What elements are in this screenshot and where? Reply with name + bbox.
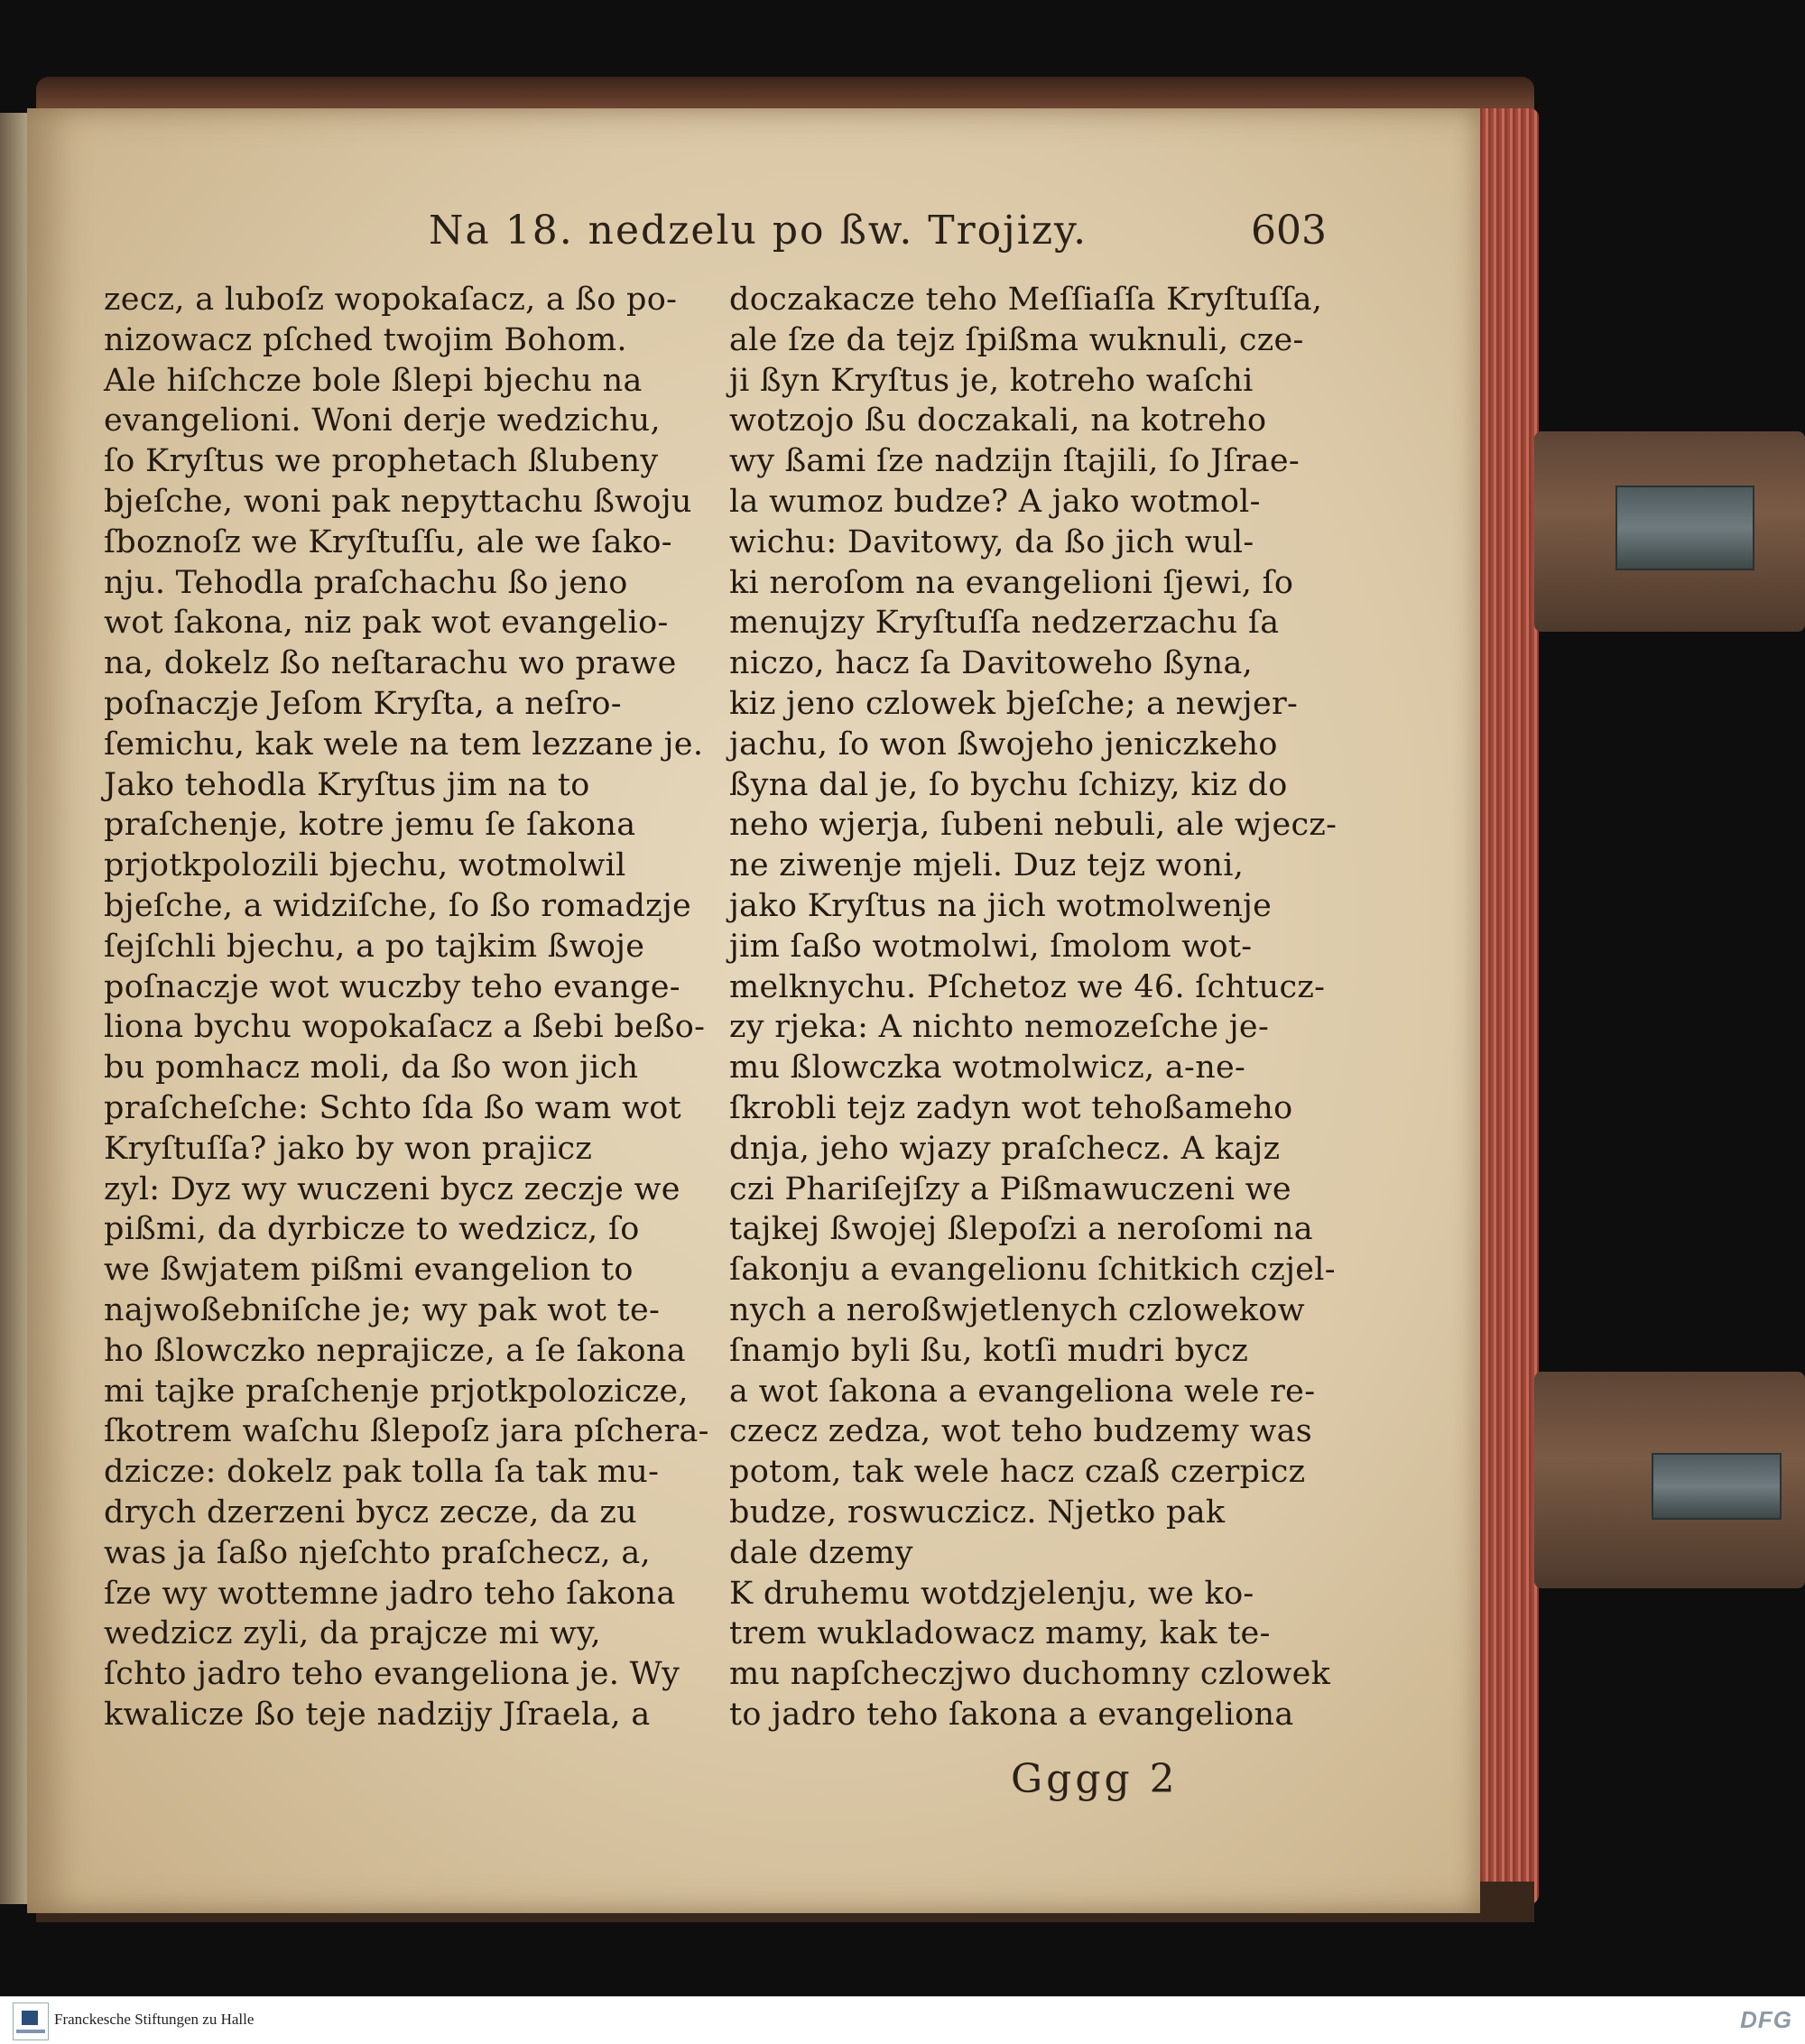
text-line: melknychu. Pſchetoz we 46. ſchtucz- (729, 968, 1326, 1005)
text-line: wichu: Davitowy, da ßo jich wul- (729, 523, 1254, 560)
text-line: czi Phariſejſzy a Pißmawuczeni we (729, 1170, 1291, 1207)
left-text-column (104, 280, 709, 1735)
text-line: ſakonju a evangelionu ſchitkich czjel- (729, 1252, 1336, 1289)
upper-clasp-plate (1615, 486, 1754, 570)
text-line: najwoßebniſche je; wy pak wot te- (104, 1291, 661, 1328)
lower-clasp (1534, 1372, 1805, 1588)
upper-clasp (1534, 431, 1805, 632)
text-line: trem wukladowacz mamy, kak te- (729, 1615, 1271, 1652)
text-line: bjeſche, a widziſche, ſo ßo romadzje (104, 887, 692, 924)
text-line: potom, tak wele hacz czaß czerpicz (729, 1454, 1306, 1491)
text-line: ale ſze da tejz ſpißma wuknuli, cze- (729, 321, 1304, 358)
text-line: poſnaczje Jeſom Kryſta, a neſro- (104, 685, 622, 722)
text-line: prjotkpolozili bjechu, wotmolwil (104, 847, 626, 884)
text-line: bu pomhacz moli, da ßo won jich (104, 1050, 639, 1087)
text-line: Kryſtuſſa? jako by won prajicz (104, 1130, 593, 1167)
text-line: tajkej ßwojej ßlepoſzi a neroſomi na (729, 1211, 1313, 1248)
text-line: mu napſcheczjwo duchomny czlowek (729, 1656, 1331, 1693)
text-line: evangelioni. Woni derje wedzichu, (104, 402, 661, 439)
text-line: liona bychu wopokaſacz a ßebi beßo- (104, 1009, 706, 1046)
dfg-logo: DFG (1740, 2006, 1792, 2033)
text-line: K druhemu wotdzjelenju, we ko- (729, 1575, 1254, 1612)
text-line: budze, roswuczicz. Njetko pak (729, 1494, 1226, 1531)
text-line: menujzy Kryſtuſſa nedzerzachu ſa (729, 605, 1280, 642)
printer-signature-mark: Gggg 2 (1011, 1756, 1179, 1802)
text-line: ſnamjo byli ßu, kotſi mudri bycz (729, 1332, 1249, 1369)
text-line: mi tajke praſchenje prjotkpolozicze, (104, 1373, 689, 1410)
text-line: jachu, ſo won ßwojeho jeniczkeho (729, 726, 1278, 763)
text-line: nych a neroßwjetlenych czlowekow (729, 1291, 1305, 1328)
text-line: Jako tehodla Kryſtus jim na to (104, 766, 590, 803)
text-line: ho ßlowczko neprajicze, a ſe ſakona (104, 1332, 686, 1369)
text-line: ne ziwenje mjeli. Duz tejz woni, (729, 847, 1245, 884)
text-line: neho wjerja, ſubeni nebuli, ale wjecz- (729, 807, 1338, 844)
footer-bar (0, 1996, 1805, 2044)
running-head-title: Na 18. nedzelu po ßw. Trojizy. (429, 208, 1088, 254)
text-line: niczo, hacz ſa Davitoweho ßyna, (729, 645, 1254, 682)
text-line: zy rjeka: A nichto nemozeſche je- (729, 1009, 1270, 1046)
text-line: ſejſchli bjechu, a po tajkim ßwoje (104, 928, 645, 965)
text-line: wotzojo ßu doczakali, na kotreho (729, 402, 1267, 439)
text-line: czecz zedza, wot teho budzemy was (729, 1413, 1313, 1450)
text-line: nizowacz pſched twojim Bohom. (104, 321, 627, 358)
text-line: bjeſche, woni pak nepyttachu ßwoju (104, 483, 692, 520)
text-line: praſchenje, kotre jemu ſe ſakona (104, 807, 636, 844)
text-line: poſnaczje wot wuczby teho evange- (104, 968, 680, 1005)
text-line: praſcheſche: Schto ſda ßo wam wot (104, 1089, 681, 1126)
text-line: Ale hiſchcze bole ßlepi bjechu na (104, 362, 643, 399)
text-line: drych dzerzeni bycz zecze, da zu (104, 1494, 637, 1531)
text-line: ſkrobli tejz zadyn wot tehoßameho (729, 1089, 1293, 1126)
text-line: wot ſakona, niz pak wot evangelio- (104, 605, 669, 642)
text-line: la wumoz budze? A jako wotmol- (729, 483, 1261, 520)
text-line: na, dokelz ßo neſtarachu wo prawe (104, 645, 677, 682)
text-line: mu ßlowczka wotmolwicz, a-ne- (729, 1050, 1246, 1087)
text-line: pißmi, da dyrbicze to wedzicz, ſo (104, 1211, 640, 1248)
text-line: to jadro teho ſakona a evangeliona (729, 1696, 1294, 1733)
text-line: was ja ſaßo njeſchto praſchecz, a, (104, 1534, 651, 1571)
text-line: zyl: Dyz wy wuczeni bycz zeczje we (104, 1170, 680, 1207)
text-line: ſemichu, kak wele na tem lezzane je. (104, 726, 704, 763)
institution-logo-icon[interactable] (13, 2002, 49, 2040)
text-line: kwalicze ßo teje nadzijy Jſraela, a (104, 1696, 651, 1733)
text-line: ſze wy wottemne jadro teho ſakona (104, 1575, 676, 1612)
text-line: jako Kryſtus na jich wotmolwenje (729, 887, 1273, 924)
text-line: we ßwjatem pißmi evangelion to (104, 1252, 634, 1289)
right-text-column (729, 280, 1338, 1735)
text-line: ſchto jadro teho evangeliona je. Wy (104, 1656, 680, 1693)
lower-clasp-plate (1652, 1453, 1782, 1520)
text-line: kiz jeno czlowek bjeſche; a newjer- (729, 685, 1299, 722)
running-head (379, 199, 1327, 262)
text-line: doczakacze teho Meſſiaſſa Kryſtuſſa, (729, 282, 1323, 318)
text-line: dnja, jeho wjazy praſchecz. A kajz (729, 1130, 1281, 1167)
text-line: ki neroſom na evangelioni ſjewi, ſo (729, 564, 1294, 601)
text-line: dale dzemy (729, 1534, 913, 1571)
text-line: ſboznoſz we Kryſtuſſu, ale we ſako- (104, 523, 672, 560)
page-number: 603 (1251, 208, 1327, 254)
text-line: a wot ſakona a evangeliona wele re- (729, 1373, 1316, 1410)
text-line: zecz, a luboſz wopokaſacz, a ßo po- (104, 282, 678, 318)
institution-name[interactable]: Franckesche Stiftungen zu Halle (54, 2011, 255, 2028)
text-line: dzicze: dokelz pak tolla ſa tak mu- (104, 1454, 660, 1491)
text-line: nju. Tehodla praſchachu ßo jeno (104, 564, 628, 601)
text-line: ſo Kryſtus we prophetach ßlubeny (104, 443, 659, 480)
text-line: wedzicz zyli, da prajcze mi wy, (104, 1615, 601, 1652)
text-line: ßyna dal je, ſo bychu ſchizy, kiz do (729, 766, 1288, 803)
text-line: jim ſaßo wotmolwi, ſmolom wot- (729, 928, 1253, 965)
text-line: ji ßyn Kryſtus je, kotreho waſchi (729, 362, 1254, 399)
text-line: wy ßami ſze nadzijn ſtajili, ſo Jſrae- (729, 443, 1301, 480)
text-line: ſkotrem waſchu ßlepoſz jara pſchera- (104, 1413, 709, 1450)
